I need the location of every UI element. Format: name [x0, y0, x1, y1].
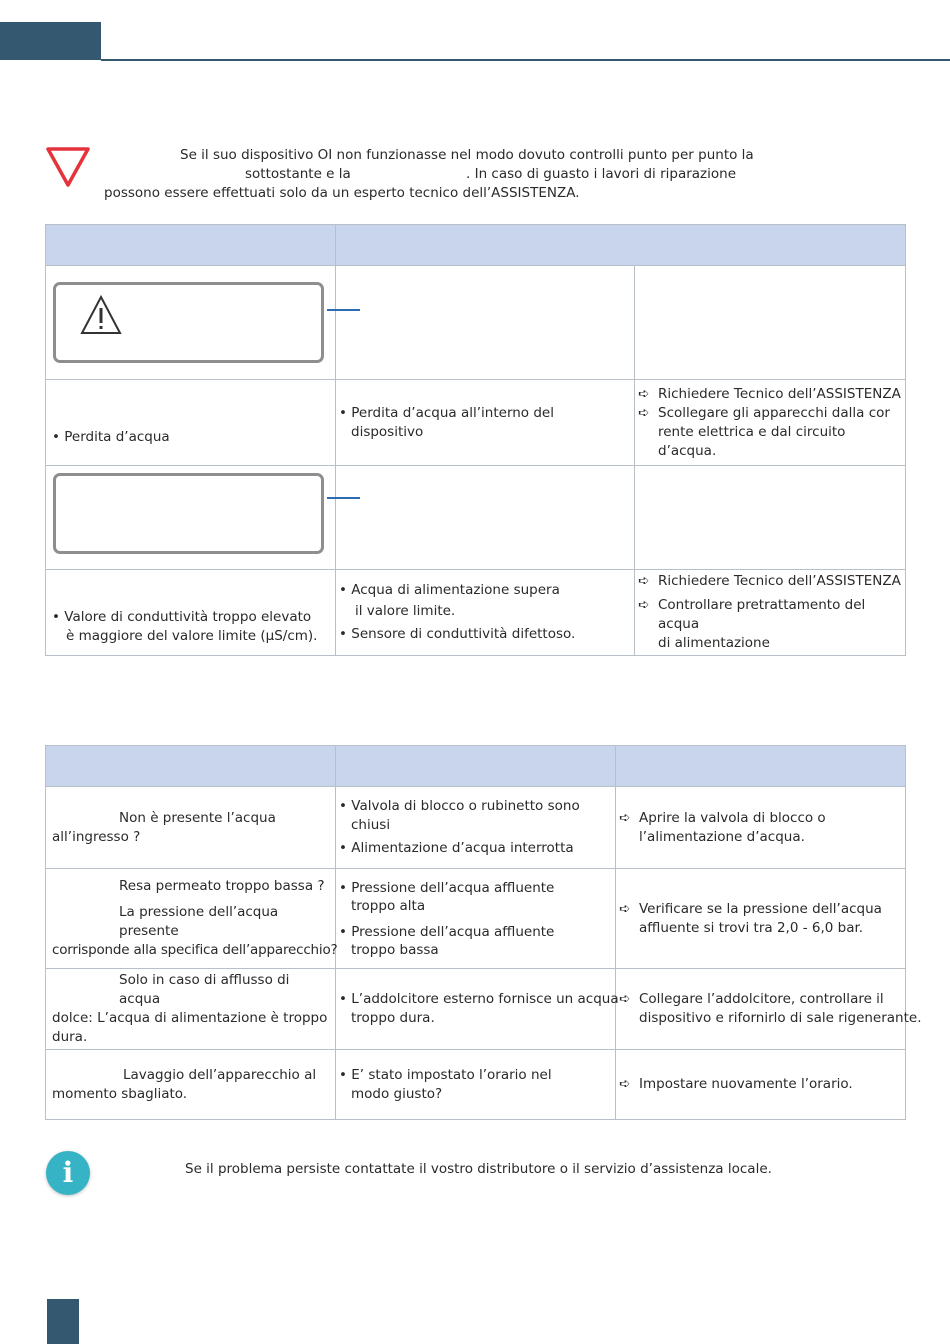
table2-header-cell-2 [336, 746, 616, 787]
t2r3-question-3: dura. [52, 1029, 88, 1045]
bullet-icon: • [339, 923, 347, 940]
t2r2-cause-2b: troppo bassa [351, 941, 439, 958]
display-pointer-line-2 [327, 497, 360, 499]
cond-symptom-cell [46, 570, 336, 656]
leak-symptom-cell [46, 380, 336, 466]
leak-remedy-2b: rente elettrica e dal circuito d’acqua. [658, 423, 846, 459]
header-tab-block [0, 22, 101, 60]
bullet-icon: • [339, 1066, 347, 1083]
leak-remedy-1: Richiedere Tecnico dell’ASSISTENZA [658, 385, 901, 402]
t2r2-question-1: Resa permeato troppo bassa ? [119, 878, 325, 894]
cond-cause-cell [336, 570, 635, 656]
arrow-right-icon: ➪ [638, 573, 650, 589]
display-info-cell-1 [336, 266, 635, 380]
display-remedy-cell-2 [635, 466, 906, 570]
bullet-icon: • [339, 879, 347, 896]
t2r2-question-2: La pressione dell’acqua presente [119, 904, 279, 939]
t2r2-cause-1: Pressione dell’acqua affluente [351, 879, 555, 896]
t2r1-question-2: all’ingresso ? [52, 828, 141, 845]
t2r3-question-1: Solo in caso di afflusso di acqua [119, 972, 290, 1007]
t2r4-cause-1: E’ stato impostato l’orario nel [351, 1066, 552, 1083]
arrow-right-icon: ➪ [638, 404, 650, 421]
t2r3-remedy-1: Collegare l’addolcitore, controllare il [639, 991, 884, 1007]
cond-remedy-2b: di alimentazione [658, 635, 770, 651]
t2r1-remedy-2: l’alimentazione d’acqua. [639, 828, 805, 845]
t2r3-cause-1b: troppo dura. [351, 1010, 435, 1026]
leak-cause-cell [336, 380, 635, 466]
table1-header-row [46, 225, 906, 266]
leak-remedy-cell [635, 380, 906, 466]
t2r3-cause-1: L’addolcitore esterno fornisce un acqua [351, 991, 619, 1007]
t2r4-question-cell [46, 1050, 336, 1120]
leak-remedy-2: Scollegare gli apparecchi dalla cor [658, 404, 890, 421]
table1-row-conductivity [46, 570, 906, 656]
table2-row-4 [46, 1050, 906, 1120]
cond-symptom: Valore di conduttività troppo elevato [64, 609, 312, 625]
bullet-icon: • [339, 840, 347, 856]
caution-triangle-icon [45, 146, 91, 188]
cond-cause-2: Sensore di conduttività difettoso. [351, 626, 576, 642]
bullet-icon: • [52, 609, 60, 625]
t2r2-cause-2: Pressione dell’acqua affluente [351, 923, 555, 940]
t2r4-remedy-1: Impostare nuovamente l’orario. [639, 1076, 853, 1092]
leak-symptom: Perdita d’acqua [64, 429, 170, 445]
display-info-cell-2 [336, 466, 635, 570]
cond-cause-1: Acqua di alimentazione supera [351, 582, 560, 598]
t2r1-question-cell [46, 787, 336, 869]
cond-remedy-2: Controllare pretrattamento del acqua [658, 597, 866, 632]
arrow-right-icon: ➪ [619, 809, 631, 826]
table2-row-3 [46, 969, 906, 1050]
arrow-right-icon: ➪ [619, 1076, 631, 1092]
intro-line-2b: . In caso di guasto i lavori di riparazione [466, 166, 737, 182]
t2r1-cause-cell [336, 787, 616, 869]
info-icon: i [46, 1151, 90, 1195]
t2r4-cause-1b: modo giusto? [351, 1085, 443, 1102]
t2r1-remedy-1: Aprire la valvola di blocco o [639, 809, 826, 826]
arrow-right-icon: ➪ [619, 991, 631, 1007]
table2-header-row [46, 746, 906, 787]
display-remedy-cell-1 [635, 266, 906, 380]
cond-remedy-1: Richiedere Tecnico dell’ASSISTENZA [658, 573, 901, 589]
t2r2-remedy-cell [616, 869, 906, 969]
bullet-icon: • [339, 798, 347, 814]
t2r4-question-2: momento sbagliato. [52, 1085, 188, 1102]
cond-remedy-cell [635, 570, 906, 656]
header-rule [101, 59, 950, 61]
t2r2-cause-1b: troppo alta [351, 897, 426, 914]
t2r3-question-2: dolce: L’acqua di alimentazione è troppo [52, 1010, 328, 1026]
footer-page-tab [47, 1299, 79, 1344]
troubleshooting-table-operation [45, 745, 922, 1120]
bullet-icon: • [339, 404, 347, 421]
intro-line-2a: sottostante e la [245, 166, 351, 182]
t2r3-remedy-cell [616, 969, 922, 1050]
arrow-right-icon: ➪ [638, 385, 650, 402]
intro-line-3: possono essere effettuati solo da un esperto tecnico dell’ASSISTENZA. [104, 185, 580, 201]
intro-line-1: Se il suo dispositivo OI non funzionasse nel modo dovuto controlli punto per punto la [180, 147, 754, 163]
leak-cause: Perdita d’acqua all’interno del dispositivo [351, 404, 554, 440]
display-pointer-line-1 [327, 309, 360, 311]
t2r3-question-cell [46, 969, 336, 1050]
display-panel-blank [53, 473, 324, 554]
t2r1-remedy-cell [616, 787, 906, 869]
t2r1-cause-2: Alimentazione d’acqua interrotta [351, 840, 574, 856]
t2r4-remedy-cell [616, 1050, 906, 1120]
table2-header-cell-3 [616, 746, 906, 787]
t2r1-cause-1: Valvola di blocco o rubinetto sono chiusi [351, 798, 580, 833]
t2r3-cause-cell [336, 969, 619, 1050]
bullet-icon: • [339, 582, 347, 598]
t2r3-remedy-2: dispositivo e rifornirlo di sale rigenerante. [639, 1010, 922, 1026]
t2r4-cause-cell [336, 1050, 616, 1120]
t2r2-question-3: corrisponde alla specifica dell’apparecchio? [52, 942, 338, 958]
arrow-right-icon: ➪ [619, 900, 631, 917]
table1-header-cell-2 [336, 225, 906, 266]
warning-exclamation-icon [79, 294, 123, 336]
t2r2-remedy-2: affluente si trovi tra 2,0 - 6,0 bar. [639, 919, 864, 936]
table2-row-1 [46, 787, 906, 869]
bullet-icon: • [339, 626, 347, 642]
arrow-right-icon: ➪ [638, 597, 650, 613]
table1-header-cell-1 [46, 225, 336, 266]
info-note: Se il problema persiste contattate il vostro distributore o il servizio d’assistenza locale. [185, 1161, 772, 1177]
t2r4-question-1: Lavaggio dell’apparecchio al [123, 1066, 317, 1083]
t2r2-remedy-1: Verificare se la pressione dell’acqua [639, 900, 882, 917]
table2-header-cell-1 [46, 746, 336, 787]
t2r2-cause-cell [336, 869, 616, 969]
bullet-icon: • [339, 991, 347, 1007]
t2r1-question-1: Non è presente l’acqua [119, 809, 276, 826]
table2-row-2 [46, 869, 906, 969]
display-panel-warning [53, 282, 324, 363]
table1-row-leak [46, 380, 906, 466]
cond-cause-1b: il valore limite. [355, 603, 456, 619]
t2r2-question-cell [46, 869, 336, 969]
bullet-icon: • [52, 429, 60, 445]
cond-symptom-b: è maggiore del valore limite (µS/cm). [66, 628, 318, 644]
